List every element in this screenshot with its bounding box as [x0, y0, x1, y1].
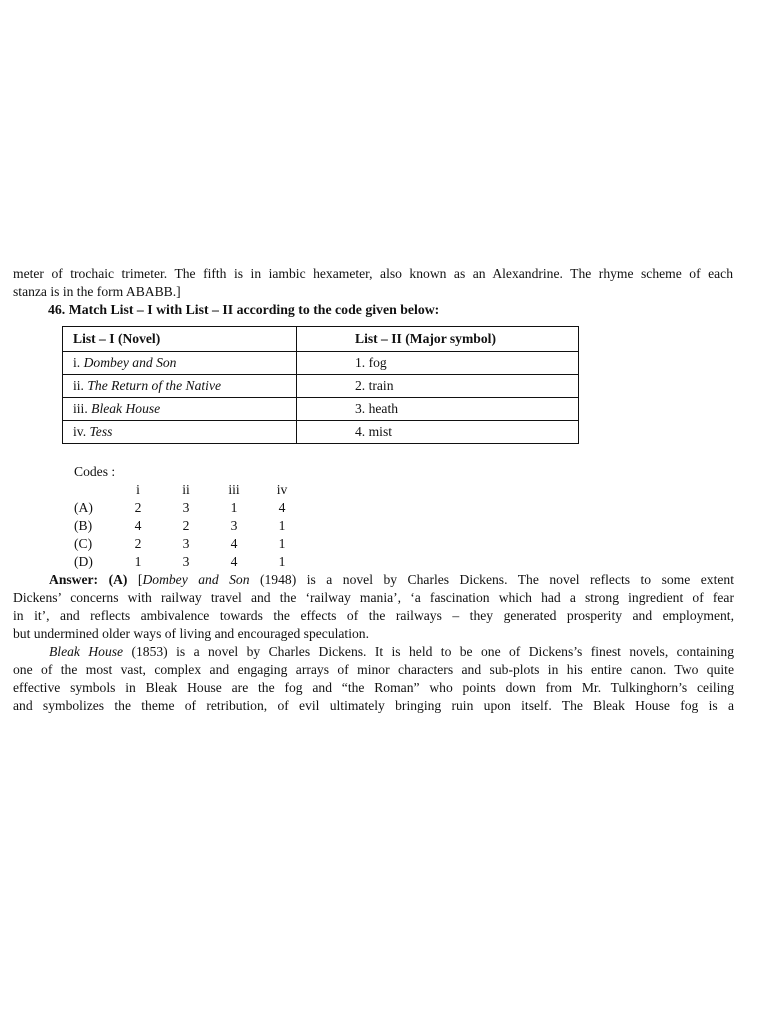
option-label: (B)	[74, 518, 93, 533]
answer-label: Answer: (A)	[49, 572, 128, 587]
option-label: (D)	[74, 554, 93, 569]
code-value: 4	[134, 518, 142, 533]
codes-column-header: iii	[228, 482, 240, 497]
answer-line: one of the most vast, complex and engaging arrays of minor characters and sub-plots in his entire canon. Two quite	[13, 662, 734, 677]
code-value: 3	[182, 500, 190, 515]
list-2-header: List – II (Major symbol)	[297, 327, 579, 352]
code-value: 4	[230, 554, 238, 569]
answer-line: in it’, and reflects ambivalence towards the effects of the railways – they generated prosperity and employment,	[13, 608, 734, 623]
novel-title: Tess	[89, 424, 113, 439]
code-value: 1	[134, 554, 142, 569]
row-number: i.	[73, 355, 81, 370]
code-option-row	[70, 535, 306, 553]
list-1-header: List – I (Novel)	[63, 327, 297, 352]
match-table-header	[63, 327, 579, 352]
answer-text: (1853) is a novel by Charles Dickens. It is held to be one of Dickens’s finest novels, containing	[123, 644, 734, 659]
code-option-row	[70, 499, 306, 517]
answer-line	[13, 643, 734, 661]
codes-title: Codes :	[74, 464, 116, 479]
novel-title: Dombey and Son	[142, 572, 250, 587]
code-value: 2	[182, 518, 190, 533]
code-value: 2	[134, 500, 142, 515]
option-label: (A)	[74, 500, 93, 515]
code-value: 1	[278, 518, 286, 533]
row-number: ii.	[73, 378, 84, 393]
answer-line: Dickens’ concerns with railway travel and the ‘railway mania’, ‘a fascination which had a strong ingredient of fear	[13, 590, 734, 605]
code-value: 1	[278, 536, 286, 551]
table-row	[63, 375, 579, 398]
answer-text: [	[127, 572, 143, 587]
code-value: 2	[134, 536, 142, 551]
novel-cell	[63, 375, 297, 398]
row-number: iv.	[73, 424, 87, 439]
table-row	[63, 398, 579, 421]
symbol-cell: 4. mist	[297, 421, 579, 444]
code-option-row	[70, 517, 306, 535]
row-number: iii.	[73, 401, 88, 416]
answer-text: (1948) is a novel by Charles Dickens. The novel reflects to some extent	[249, 572, 734, 587]
answer-line	[13, 571, 734, 589]
answer-paragraph-2	[13, 643, 734, 715]
novel-title: The Return of the Native	[87, 378, 222, 393]
table-row	[63, 421, 579, 444]
code-value: 4	[230, 536, 238, 551]
codes-column-header: i	[136, 482, 140, 497]
code-value: 1	[230, 500, 238, 515]
question-heading: 46. Match List – I with List – II according to the code given below:	[48, 302, 440, 317]
novel-title: Bleak House	[49, 644, 124, 659]
symbol-cell: 1. fog	[297, 352, 579, 375]
symbol-cell: 2. train	[297, 375, 579, 398]
novel-cell	[63, 421, 297, 444]
codes-table	[70, 481, 306, 571]
code-option-row	[70, 553, 306, 571]
codes-header-row	[70, 481, 306, 499]
code-value: 3	[182, 554, 190, 569]
answer-line: but undermined older ways of living and encouraged speculation.	[13, 626, 369, 641]
novel-cell	[63, 352, 297, 375]
table-row	[63, 352, 579, 375]
answer-line: effective symbols in Bleak House are the fog and “the Roman” who points down from Mr. Tulkinghorn’s ceiling	[13, 680, 734, 695]
option-label: (C)	[74, 536, 93, 551]
novel-title: Dombey and Son	[83, 355, 177, 370]
codes-column-header: ii	[182, 482, 190, 497]
codes-column-header: iv	[276, 482, 288, 497]
code-value: 3	[230, 518, 238, 533]
novel-cell	[63, 398, 297, 421]
code-value: 1	[278, 554, 286, 569]
intro-line-2: stanza is in the form ABABB.]	[13, 284, 181, 299]
intro-line-1: meter of trochaic trimeter. The fifth is in iambic hexameter, also known as an Alexandrine. The rhyme scheme of each	[13, 266, 733, 281]
match-table	[62, 326, 579, 444]
answer-line: and symbolizes the theme of retribution, of evil ultimately bringing ruin upon itself. The Bleak House fog is a	[13, 698, 734, 713]
answer-paragraph-1	[13, 571, 734, 643]
code-value: 3	[182, 536, 190, 551]
symbol-cell: 3. heath	[297, 398, 579, 421]
novel-title: Bleak House	[91, 401, 161, 416]
code-value: 4	[278, 500, 286, 515]
